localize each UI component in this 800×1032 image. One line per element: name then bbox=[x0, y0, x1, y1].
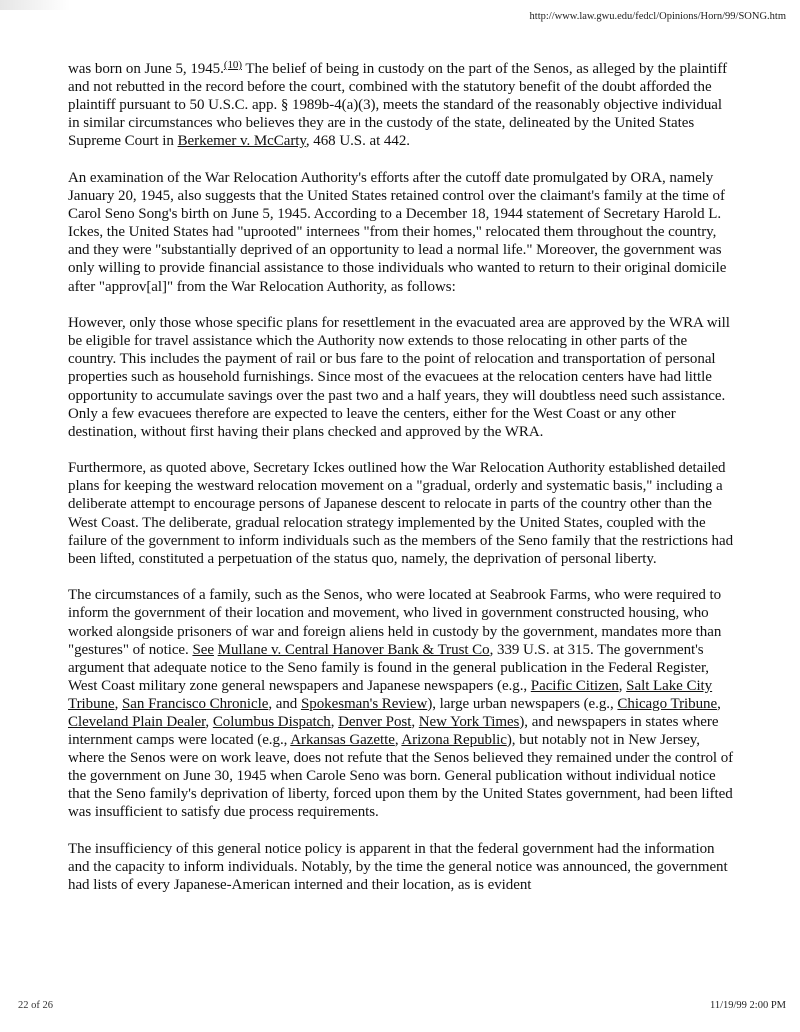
newspaper-pacific-citizen: Pacific Citizen bbox=[530, 677, 619, 694]
footnote-link-10[interactable]: (10) bbox=[223, 59, 242, 71]
newspaper-arkansas-gazette: Arkansas Gazette bbox=[290, 732, 395, 749]
separator: , bbox=[330, 714, 339, 730]
case-citation-mullane: Mullane v. Central Hanover Bank & Trust Co bbox=[217, 641, 490, 658]
separator: , bbox=[618, 677, 627, 694]
paragraph-4: Furthermore, as quoted above, Secretary Ickes outlined how the War Relocation Authority established detailed plans for keeping the westward relocation movement on a "gradual, orderly and systematic basis," including a deliberate attempt to encourage persons of Japanese descent to relocate in parts of the country other than the West Coast. The deliberate, gradual relocation strategy implemented by the United States, coupled with the failure of the government to inform individuals such as the members of the Seno family that the restrictions had been lifted, constituted a perpetuation of the status quo, namely, the deprivation of personal liberty. bbox=[68, 460, 734, 567]
newspaper-san-francisco-chronicle: San Francisco Chronicle bbox=[122, 695, 269, 712]
newspaper-cleveland-plain-dealer: Cleveland Plain Dealer bbox=[68, 714, 206, 730]
page-number: 22 of 26 bbox=[18, 1000, 53, 1011]
scan-artifact bbox=[0, 0, 70, 10]
separator: , bbox=[717, 695, 721, 712]
paragraph-1-text-b: The belief of being in custody on the part of the Senos, as alleged by the plaintiff and not rebutted in the record before the court, combined with the statutory benefit of the doubt afforded the plaintiff pursuant to 50 U.S.C. app. § 1989b-4(a)(3), meets the standard of the reasonably objective individual in similar circumstances who believes they are in the custody of the state, delineated by the United States Supreme Court in bbox=[68, 61, 728, 150]
page-url-header: http://www.law.gwu.edu/fedcl/Opinions/Horn/99/SONG.htm bbox=[529, 11, 786, 22]
newspaper-new-york-times: New York Times bbox=[418, 714, 520, 730]
newspaper-salt-lake-city-tribune: Salt Lake City Tribune bbox=[68, 677, 713, 712]
newspaper-chicago-tribune: Chicago Tribune bbox=[617, 695, 718, 712]
paragraph-5 bbox=[68, 586, 734, 821]
paragraph-3-quotation: However, only those whose specific plans for resettlement in the evacuated area are approved by the WRA will be eligible for travel assistance which the Authority now extends to those relocating in other parts of the country. This includes the payment of rail or bus fare to the point of relocation and transportation of personal properties such as household furnishings. Since most of the evacuees at the relocation centers have had little opportunity to accumulate savings over the past two and a half years, they will doubtless need such assistance. Only a few evacuees therefore are expected to leave the centers, either for the West Coast or any other destination, without first having their plans checked and approved by the WRA. bbox=[68, 315, 730, 440]
paragraph-2: An examination of the War Relocation Authority's efforts after the cutoff date promulgated by ORA, namely January 20, 1945, also suggests that the United States retained control over the claimant's family at the time of Carol Seno Song's birth on June 5, 1945. According to a December 18, 1944 statement of Secretary Harold L. Ickes, the United States had "uprooted" internees "from their homes," relocated them throughout the country, and they were "substantially deprived of an opportunity to lead a normal life." Moreover, the government was only willing to provide financial assistance to those individuals who wanted to return to their original domicile after "approv[al]" from the War Relocation Authority, as follows: bbox=[68, 169, 727, 295]
separator: , bbox=[114, 695, 123, 712]
paragraph-1 bbox=[68, 60, 734, 150]
separator: , bbox=[411, 714, 419, 730]
newspaper-arizona-republic: Arizona Republic bbox=[401, 732, 507, 749]
separator: , bbox=[394, 732, 402, 749]
paragraph-5-text-b: , 339 U.S. at 315. The government's argument that adequate notice to the Seno family is found in the general publication in the Federal Register, West Coast military zone general newspapers and Japanese newspapers (e.g., bbox=[68, 641, 709, 694]
newspaper-spokesmans-review: Spokesman's Review bbox=[300, 695, 428, 712]
paragraph-1-text-c: , 468 U.S. at 442. bbox=[305, 133, 410, 150]
case-citation-berkemer: Berkemer v. McCarty bbox=[177, 133, 306, 150]
separator: ), large urban newspapers (e.g., bbox=[427, 695, 618, 712]
separator: , and bbox=[268, 695, 301, 712]
signal-see: See bbox=[192, 641, 214, 658]
print-datetime: 11/19/99 2:00 PM bbox=[709, 1000, 786, 1011]
newspaper-columbus-dispatch: Columbus Dispatch bbox=[212, 714, 331, 730]
separator: ), and newspapers in states where internment camps were located (e.g., bbox=[68, 714, 719, 749]
opinion-text bbox=[68, 60, 734, 913]
separator: , bbox=[205, 714, 213, 730]
paragraph-6: The insufficiency of this general notice policy is apparent in that the federal government had the information and the capacity to inform individuals. Notably, by the time the general notice was announced, the government had lists of every Japanese-American interned and their location, as is evident bbox=[68, 841, 728, 894]
paragraph-5-text-a: The circumstances of a family, such as the Senos, who were located at Seabrook Farms, who were required to inform the government of their location and movement, who lived in government constructed housing, who worked alongside prisoners of war and foreign aliens held in custody by the government, mandates more than "gestures" of notice. bbox=[68, 587, 722, 658]
newspaper-denver-post: Denver Post bbox=[338, 714, 412, 730]
paragraph-1-text-a: was born on June 5, 1945. bbox=[68, 61, 224, 77]
paragraph-5-text-c: ), but notably not in New Jersey, where the Senos were on work leave, does not refute that the Senos believed they remained under the control of the government on June 30, 1945 when Carole Seno was born. General publication without individual notice that the Seno family's deprivation of liberty, forced upon them by the United States government, had been lifted was insufficient to satisfy due process requirements. bbox=[68, 732, 734, 821]
